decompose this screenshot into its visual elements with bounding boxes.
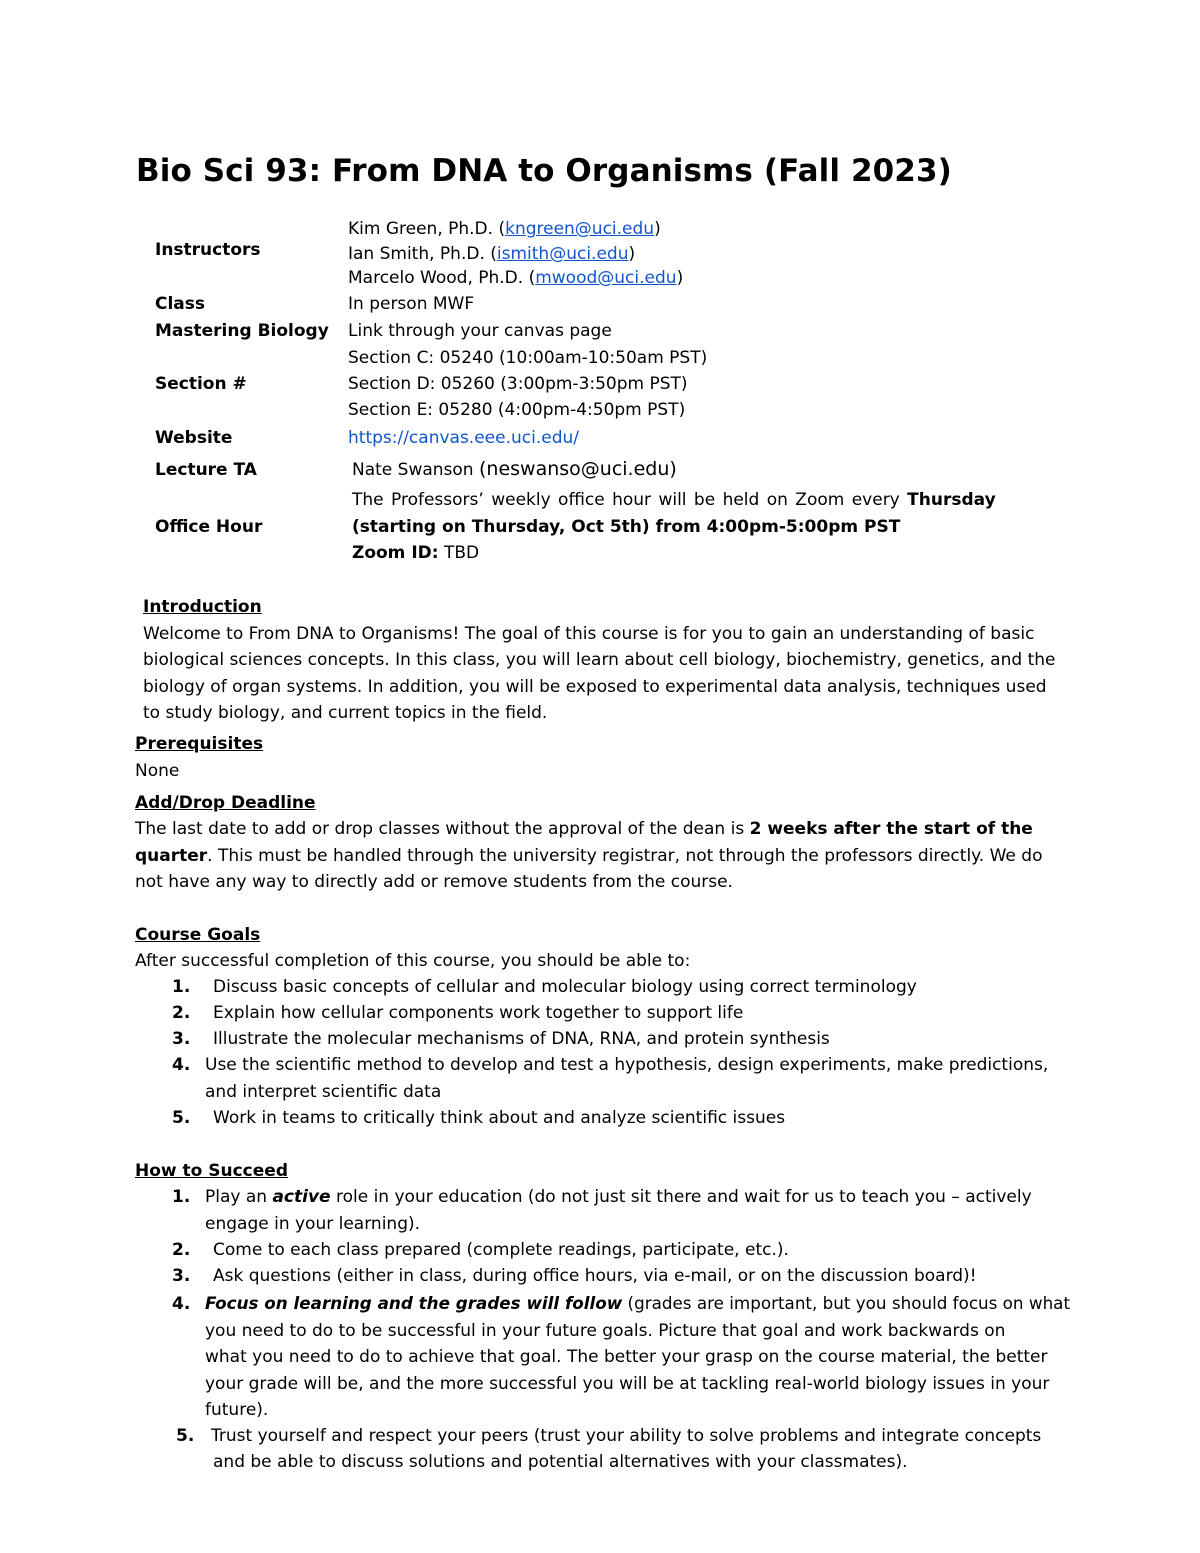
syllabus-page: Bio Sci 93: From DNA to Organisms (Fall 2023) Instructors Kim Green, Ph.D. (kngreen@uci.edu) Ian Smith, Ph.D. (ismith@uci.edu) Marcelo Wood, Ph.D. (mwood@uci.edu) Class In person MWF Mastering Biology Link through your canvas page Section # Section C: 05240 (10:00am-10:50am PST) Section D: 05260 (3:00pm-3:50pm PST) Section E: 05280 (4:00pm-4:50pm PST) Website https://canvas.eee.uci.edu/ Lecture TA Nate Swanson (neswanso@uci.edu) Office Hour The Professors’ weekly office hour will be held on Zoom every Thursday (starting on Thursday, Oct 5th) from 4:00pm-5:00pm PST Zoom ID: TBD Introduction Welcome to From DNA to Organisms! The goal of this course is for you to gain an understanding of basic biological sciences concepts. In this class, you will learn about cell biology, biochemistry, genetics, and the biology of organ systems. In addition, you will be exposed to experimental data analysis, techniques used to study biology, and current topics in the field. Prerequisites None Add/Drop Deadline The last date to add or drop classes without the approval of the dean is 2 weeks after the start of the quarter. This must be handled through the university registrar, not through the professors directly. We do not have any way to directly add or remove students from the course. Course Goals After successful completion of this course, you should be able to: 1. Discuss basic concepts of cellular and molecular biology using correct terminology 2. Explain how cellular components work together to support life 3. Illustrate the molecular mechanisms of DNA, RNA, and protein synthesis 4. Use the scientific method to develop and test a hypothesis, design experiments, make predictions, and interpret scientific data 5. Work in teams to critically think about and analyze scientific issues How to Succeed 1. Play an active role in your education (do not just sit there and wait for us to teach you – actively engage in your learning). 2. Come to each class prepared (complete readings, participate, etc.). 3. Ask questions (either in class, during office hours, via e-mail, or on the discussion board)! 4. Focus on learning and the grades will follow (grades are important, but you should focus on what you need to do to be successful in your future goals. Picture that goal and work backwards on what you need to do to achieve that goal. The better your grasp on the course material, the better your grade will be, and the more successful you will be at tackling real-world biology issues in your future). 5. Trust yourself and respect your peers (trust your ability to solve problems and integrate concepts and be able to discuss solutions and potential alternatives with your classmates). [135,153,1071,1472]
add-drop-text: The last date to add or drop classes without the approval of the dean is 2 weeks after the start of the [135,819,1033,839]
instructor-email-link[interactable]: mwood@uci.edu [535,268,677,288]
class-label: Class [155,294,206,314]
prerequisites-heading: Prerequisites [135,734,264,754]
office-hour-label: Office Hour [155,517,263,537]
instructors-label: Instructors [155,240,261,260]
section-item: Section E: 05280 (4:00pm-4:50pm PST) [348,400,686,420]
page-title: Bio Sci 93: From DNA to Organisms (Fall 2023) [136,153,952,189]
instructor-email-link[interactable]: ismith@uci.edu [496,244,629,264]
lecture-ta-label: Lecture TA [155,460,257,480]
course-goals-intro: After successful completion of this course, you should be able to: [135,951,691,971]
introduction-text: biological sciences concepts. In this class, you will learn about cell biology, biochemistry, genetics, and the [143,650,1056,670]
website-url[interactable]: https://canvas.eee.uci.edu/ [348,428,579,448]
office-hour-line: The Professors’ weekly office hour will be held on Zoom every Thursday [352,490,996,510]
section-item: Section C: 05240 (10:00am-10:50am PST) [348,348,708,368]
course-goals-heading: Course Goals [135,925,261,945]
section-item: Section D: 05260 (3:00pm-3:50pm PST) [348,374,688,394]
office-hour-line: (starting on Thursday, Oct 5th) from 4:00pm-5:00pm PST [352,517,901,537]
instructor-row: Ian Smith, Ph.D. (ismith@uci.edu) [348,244,636,264]
class-value: In person MWF [348,294,475,314]
introduction-text: to study biology, and current topics in the field. [143,703,548,723]
website-label: Website [155,428,233,448]
mastering-biology-label: Mastering Biology [155,321,329,341]
instructor-row: Marcelo Wood, Ph.D. (mwood@uci.edu) [348,268,684,288]
introduction-text: biology of organ systems. In addition, you will be exposed to experimental data analysis, techniques used [143,677,1047,697]
prerequisites-text: None [135,761,180,781]
introduction-text: Welcome to From DNA to Organisms! The goal of this course is for you to gain an understanding of basic [143,624,1035,644]
instructor-email-link[interactable]: kngreen@uci.edu [505,219,655,239]
instructor-row: Kim Green, Ph.D. (kngreen@uci.edu) [348,219,661,239]
ta-email: (neswanso@uci.edu) [479,458,677,480]
add-drop-heading: Add/Drop Deadline [135,793,316,813]
add-drop-text: quarter. This must be handled through the university registrar, not through the professors directly. We do [135,846,1043,866]
mastering-biology-value: Link through your canvas page [348,321,612,341]
lecture-ta-value: Nate Swanson (neswanso@uci.edu) [352,458,677,480]
introduction-heading: Introduction [143,597,262,617]
section-label: Section # [155,374,247,394]
office-hour-zoom: Zoom ID: TBD [352,543,480,563]
how-to-succeed-heading: How to Succeed [135,1161,288,1181]
add-drop-text: not have any way to directly add or remove students from the course. [135,872,733,892]
website-link[interactable] [348,428,579,448]
